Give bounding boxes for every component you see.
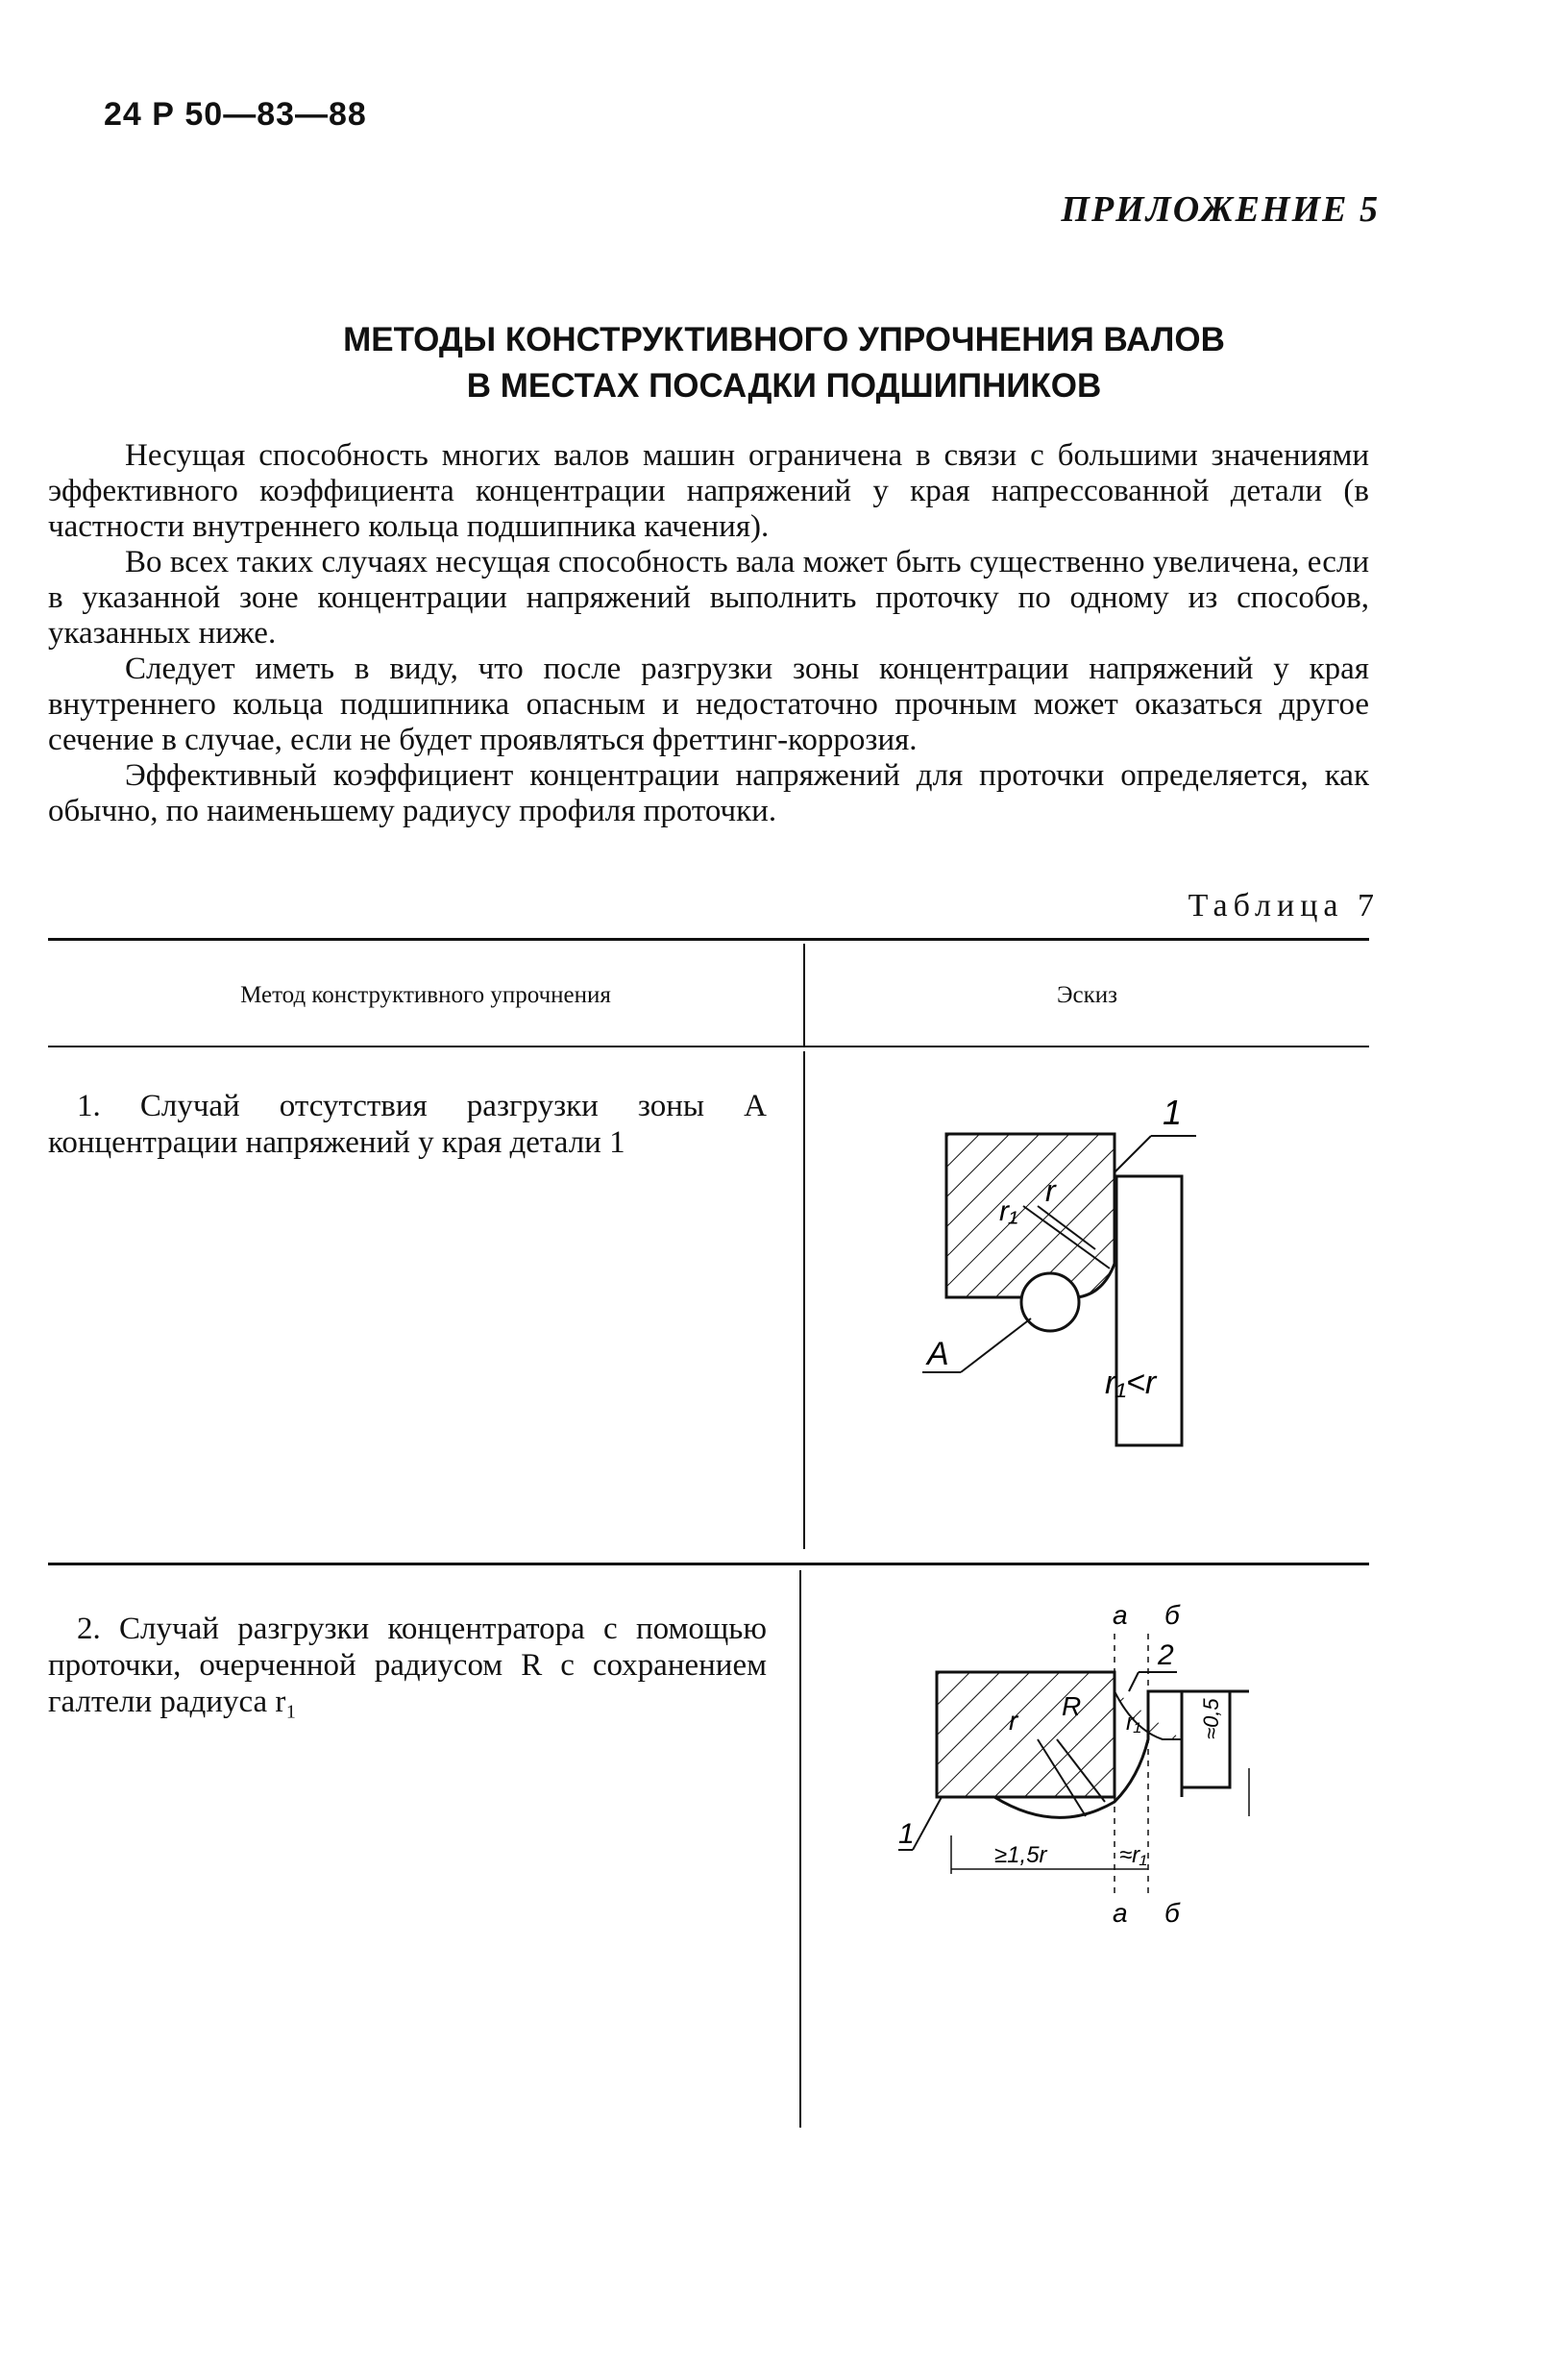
paragraph-1: Несущая способность многих валов машин ограничена в связи с большими значениями эффективного коэффициента концентрации напряжений у края напрессованной детали (в частности внутреннего кольца подшипника качения). (48, 438, 1369, 544)
label-dim-right: ≈r₁ (1119, 1842, 1147, 1868)
document-code: 24 Р 50—83—88 (104, 96, 367, 133)
label-zone-a: A (927, 1336, 949, 1372)
paragraph-3: Следует иметь в виду, что после разгрузки зоны концентрации напряжений у края внутреннего кольца подшипника опасным и недостаточно прочным может оказаться другое сечение в случае, если не будет проявляться фреттинг-коррозия. (48, 652, 1369, 757)
table-header-rule (48, 1046, 1369, 1047)
shaft-section-2 (937, 1672, 1182, 1817)
row-1-text: 1. Случай отсутствия разгрузки зоны A концентрации напряжений у края детали 1 (48, 1089, 767, 1160)
paragraph-2: Во всех таких случаях несущая способность вала может быть существенно увеличена, если в указанной зоне концентрации напряжений выполнить проточку по одному из способов, указанных ниже. (48, 545, 1369, 651)
row-1-sketch (807, 1067, 1345, 1528)
label-r: r (1045, 1173, 1056, 1208)
header-sketch: Эскиз (1056, 982, 1117, 1008)
intro-text (48, 438, 1369, 829)
label-a-bottom: а (1113, 1898, 1128, 1928)
label-b-top: б (1164, 1600, 1180, 1630)
label-part-2: 2 (1158, 1639, 1174, 1671)
paragraph-4: Эффективный коэффициент концентрации напряжений для проточки определяется, как обычно, по наименьшему радиусу профиля проточки. (48, 758, 1369, 828)
label-dim-left: ≥1,5r (994, 1842, 1047, 1868)
label-dim-depth: ≈0,5 (1199, 1698, 1223, 1739)
table-caption: Таблица 7 (1188, 888, 1380, 923)
table-row2-divider (799, 1570, 801, 2128)
row-2-text: 2. Случай разгрузки концентратора с помощью проточки, очерченной радиусом R с сохранением галтели радиуса r₁ (48, 1612, 767, 1719)
title-line-2: В МЕСТАХ ПОСАДКИ ПОДШИПНИКОВ (466, 367, 1102, 405)
label-condition: r₁<r (1105, 1365, 1157, 1401)
label-R: R (1062, 1691, 1082, 1721)
row-2-method (48, 1611, 767, 1720)
row-2-sketch (807, 1595, 1345, 1960)
table-row1-divider (803, 1051, 805, 1549)
label-a-top: а (1113, 1600, 1128, 1630)
title-line-1: МЕТОДЫ КОНСТРУКТИВНОГО УПРОЧНЕНИЯ ВАЛОВ (343, 321, 1225, 358)
table-row-separator (48, 1563, 1369, 1565)
shaft-section (946, 1134, 1115, 1298)
label-r-2: r (1009, 1706, 1018, 1736)
page-title (0, 317, 1568, 409)
appendix-label: ПРИЛОЖЕНИЕ 5 (1061, 189, 1380, 230)
stress-zone-circle (1021, 1273, 1079, 1331)
label-r1: r₁ (999, 1195, 1018, 1227)
table-top-rule (48, 938, 1369, 941)
label-b-bottom: б (1164, 1898, 1180, 1928)
label-r1-2: r₁ (1126, 1710, 1141, 1736)
label-part-1-2: 1 (898, 1818, 915, 1850)
row-1-method (48, 1088, 767, 1161)
label-part-1: 1 (1163, 1093, 1183, 1132)
bearing-ring (1116, 1176, 1182, 1445)
header-method: Метод конструктивного упрочнения (240, 982, 611, 1008)
